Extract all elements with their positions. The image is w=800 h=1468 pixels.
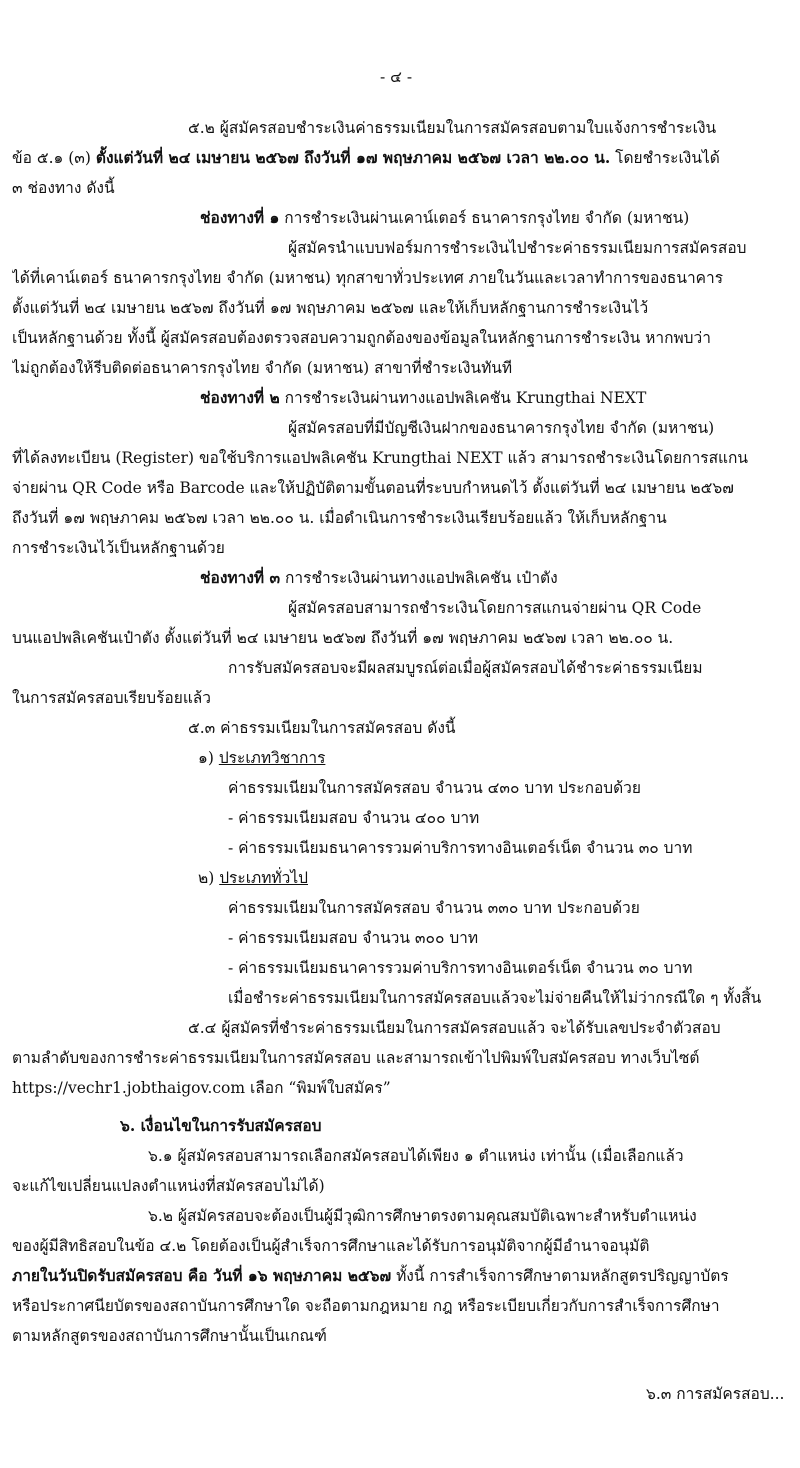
fee-type-1-total: ค่าธรรมเนียมในการสมัครสอบ จำนวน ๔๓๐ บาท ประกอบด้วย (228, 779, 641, 797)
fee-type-2-number: ๒) (198, 869, 220, 887)
channel-2-line-3: จ่ายผ่าน QR Code หรือ Barcode และให้ปฏิบัติตามขั้นตอนที่ระบบกำหนดไว้ ตั้งแต่วันที่ ๒๔ เมษายน ๒๕๖๗ (12, 479, 734, 497)
channel-1-line-3: ตั้งแต่วันที่ ๒๔ เมษายน ๒๕๖๗ ถึงวันที่ ๑๗ พฤษภาคม ๒๕๖๗ และให้เก็บหลักฐานการชำระเงินไว้ (12, 299, 649, 317)
fee-type-2-heading (198, 863, 788, 893)
fee-type-1-item-2: - ค่าธรรมเนียมธนาคารรวมค่าบริการทางอินเตอร์เน็ต จำนวน ๓๐ บาท (228, 839, 693, 857)
payment-period-bold: ตั้งแต่วันที่ ๒๔ เมษายน ๒๕๖๗ ถึงวันที่ ๑๗ พฤษภาคม ๒๕๖๗ เวลา ๒๒.๐๐ น. (95, 148, 611, 167)
fee-type-1-number: ๑) (198, 749, 219, 767)
para-6-1-line-2: จะแก้ไขเปลี่ยนแปลงตำแหน่งที่สมัครสอบไม่ได้) (12, 1177, 325, 1195)
channel-2-line-4: ถึงวันที่ ๑๗ พฤษภาคม ๒๕๖๗ เวลา ๒๒.๐๐ น. เมื่อดำเนินการชำระเงินเรียบร้อยแล้ว ให้เก็บหลักฐาน (12, 509, 667, 527)
clause-ref: ข้อ ๕.๑ (๓) (12, 149, 96, 167)
text: โดยชำระเงินได้ (610, 149, 720, 167)
para-5-2-line-1: ๕.๒ ผู้สมัครสอบชำระเงินค่าธรรมเนียมในการสมัครสอบตามใบแจ้งการชำระเงิน (188, 119, 717, 137)
para-5-4-line-2: ตามลำดับของการชำระค่าธรรมเนียมในการสมัครสอบ และสามารถเข้าไปพิมพ์ใบสมัครสอบ ทางเว็บไซต์ (12, 1049, 700, 1067)
channel-1-line-5: ไม่ถูกต้องให้รีบติดต่อธนาคารกรุงไทย จำกัด (มหาชน) สาขาที่ชำระเงินทันที (12, 359, 513, 377)
para-5-3-heading: ๕.๓ ค่าธรรมเนียมในการสมัครสอบ ดังนี้ (188, 719, 456, 737)
para-6-1-line-1: ๖.๑ ผู้สมัครสอบสามารถเลือกสมัครสอบได้เพียง ๑ ตำแหน่ง เท่านั้น (เมื่อเลือกแล้ว (148, 1147, 684, 1165)
para-5-2-line-2 (12, 143, 792, 173)
channel-1-label: ช่องทางที่ ๑ (200, 208, 280, 227)
channel-3-line-1: ผู้สมัครสอบสามารถชำระเงินโดยการสแกนจ่ายผ่าน QR Code (288, 599, 702, 617)
fee-type-1-title: ประเภทวิชาการ (218, 749, 326, 767)
closing-date-bold: ภายในวันปิดรับสมัครสอบ คือ วันที่ ๑๖ พฤษภาคม ๒๕๖๗ (12, 1266, 392, 1285)
text: ทั้งนี้ การสำเร็จการศึกษาตามหลักสูตรปริญญาบัตร (391, 1267, 729, 1285)
channel-1-title: การชำระเงินผ่านเคาน์เตอร์ ธนาคารกรุงไทย จำกัด (มหาชน) (279, 209, 690, 227)
para-6-2-line-5: ตามหลักสูตรของสถาบันการศึกษานั้นเป็นเกณฑ์ (12, 1327, 327, 1345)
para-6-2-line-2: ของผู้มีสิทธิสอบในข้อ ๔.๒ โดยต้องเป็นผู้สำเร็จการศึกษาและได้รับการอนุมัติจากผู้มีอำนาจอนุมัติ (12, 1237, 650, 1255)
fee-type-2-total: ค่าธรรมเนียมในการสมัครสอบ จำนวน ๓๓๐ บาท ประกอบด้วย (228, 899, 640, 917)
fee-type-2-item-1: - ค่าธรรมเนียมสอบ จำนวน ๓๐๐ บาท (228, 929, 479, 947)
channel-1-heading (200, 203, 790, 233)
page-number: - ๔ - (380, 68, 413, 86)
channel-1-line-4: เป็นหลักฐานด้วย ทั้งนี้ ผู้สมัครสอบต้องตรวจสอบความถูกต้องของข้อมูลในหลักฐานการชำระเงิน หากพบว่า (12, 329, 711, 347)
continuation-marker: ๖.๓ การสมัครสอบ... (646, 1385, 785, 1403)
channel-3-heading (200, 563, 790, 593)
channel-3-line-2: บนแอปพลิเคชันเป๋าตัง ตั้งแต่วันที่ ๒๔ เมษายน ๒๕๖๗ ถึงวันที่ ๑๗ พฤษภาคม ๒๕๖๗ เวลา ๒๒.๐๐ น. (12, 629, 674, 647)
para-5-4-line-1: ๕.๔ ผู้สมัครที่ชำระค่าธรรมเนียมในการสมัครสอบแล้ว จะได้รับเลขประจำตัวสอบ (188, 1019, 721, 1037)
channel-1-line-1: ผู้สมัครนำแบบฟอร์มการชำระเงินไปชำระค่าธรรมเนียมการสมัครสอบ (288, 239, 747, 257)
completion-line-1: การรับสมัครสอบจะมีผลสมบูรณ์ต่อเมื่อผู้สมัครสอบได้ชำระค่าธรรมเนียม (228, 659, 703, 677)
para-6-2-line-3 (12, 1261, 797, 1291)
channel-2-title: การชำระเงินผ่านทางแอปพลิเคชัน Krungthai NEXT (279, 389, 647, 407)
channel-1-line-2: ได้ที่เคาน์เตอร์ ธนาคารกรุงไทย จำกัด (มหาชน) ทุกสาขาทั่วประเทศ ภายในวันและเวลาทำการของธนาคาร (12, 269, 724, 287)
channel-3-label: ช่องทางที่ ๓ (200, 568, 281, 587)
para-6-2-line-4: หรือประกาศนียบัตรของสถาบันการศึกษาใด จะถือตามกฎหมาย กฎ หรือระเบียบเกี่ยวกับการสำเร็จการศึกษา (12, 1297, 720, 1315)
channel-2-line-5: การชำระเงินไว้เป็นหลักฐานด้วย (12, 539, 225, 557)
channel-2-line-2: ที่ได้ลงทะเบียน (Register) ขอใช้บริการแอปพลิเคชัน Krungthai NEXT แล้ว สามารถชำระเงินโดยการสแกน (12, 449, 749, 467)
para-5-4-line-3-url: https://vechr1.jobthaigov.com เลือก “พิมพ์ใบสมัคร” (12, 1079, 391, 1097)
fee-type-2-item-2: - ค่าธรรมเนียมธนาคารรวมค่าบริการทางอินเตอร์เน็ต จำนวน ๓๐ บาท (228, 959, 693, 977)
channel-2-label: ช่องทางที่ ๒ (200, 388, 280, 407)
section-6-heading: ๖. เงื่อนไขในการรับสมัครสอบ (120, 1116, 322, 1135)
completion-line-2: ในการสมัครสอบเรียบร้อยแล้ว (12, 689, 212, 707)
channel-2-line-1: ผู้สมัครสอบที่มีบัญชีเงินฝากของธนาคารกรุงไทย จำกัด (มหาชน) (288, 419, 715, 437)
para-5-2-line-3: ๓ ช่องทาง ดังนี้ (12, 179, 115, 197)
channel-3-title: การชำระเงินผ่านทางแอปพลิเคชัน เป๋าตัง (280, 569, 558, 587)
channel-2-heading (200, 383, 790, 413)
fee-type-1-item-1: - ค่าธรรมเนียมสอบ จำนวน ๔๐๐ บาท (228, 809, 480, 827)
fee-type-1-heading (198, 743, 788, 773)
para-6-2-line-1: ๖.๒ ผู้สมัครสอบจะต้องเป็นผู้มีวุฒิการศึกษาตรงตามคุณสมบัติเฉพาะสำหรับตำแหน่ง (148, 1207, 697, 1225)
non-refund-note: เมื่อชำระค่าธรรมเนียมในการสมัครสอบแล้วจะไม่จ่ายคืนให้ไม่ว่ากรณีใด ๆ ทั้งสิ้น (228, 989, 762, 1007)
fee-type-2-title: ประเภททั่วไป (219, 869, 308, 887)
